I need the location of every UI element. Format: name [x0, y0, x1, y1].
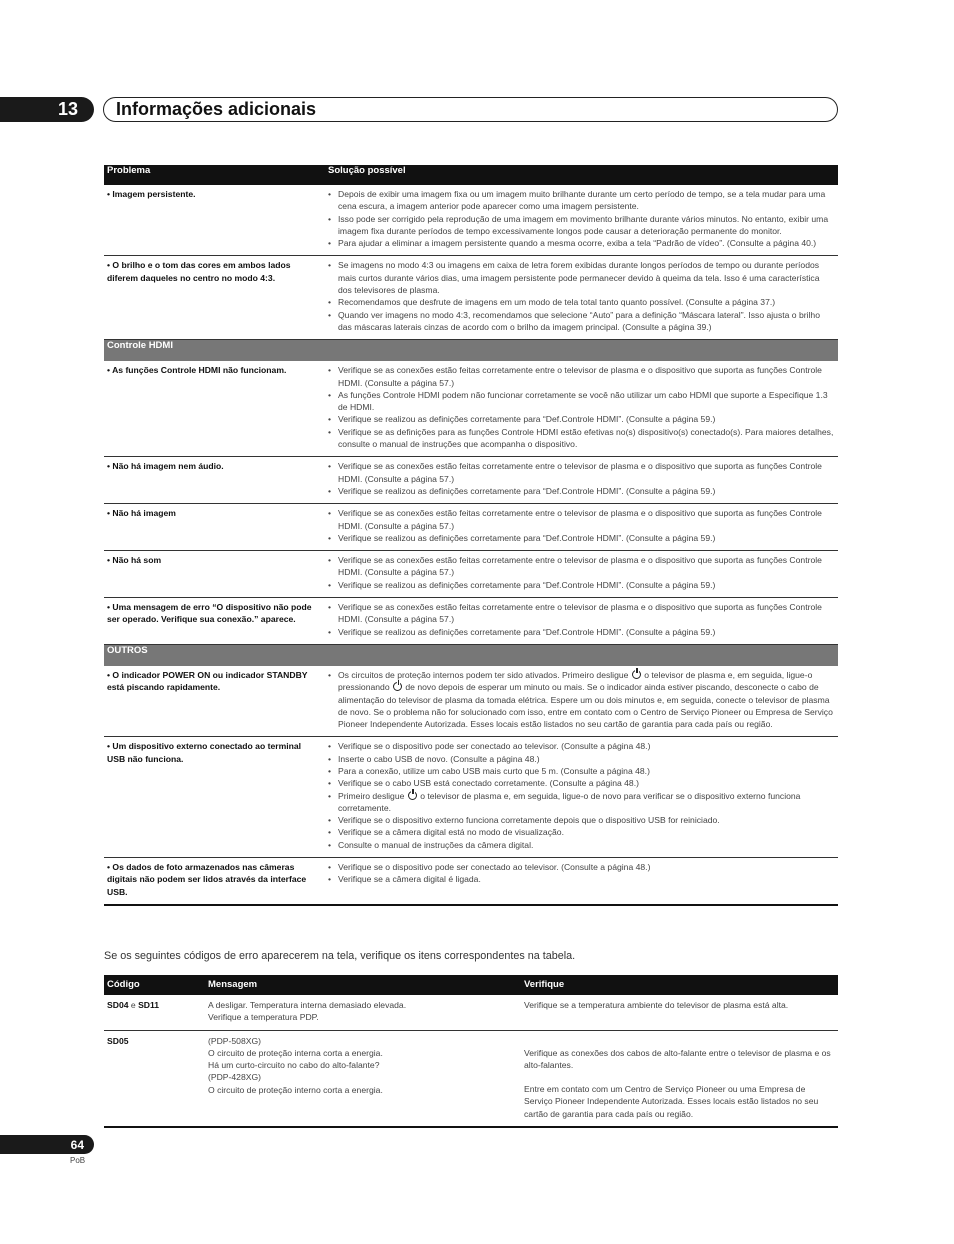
- table-row: [104, 256, 838, 340]
- chapter-number: 13: [0, 97, 94, 122]
- table-row: [104, 598, 838, 645]
- solution-item: [328, 669, 835, 730]
- error-codes-table: [104, 975, 838, 1128]
- table-row: [104, 1030, 838, 1127]
- power-icon: [408, 791, 417, 800]
- message-cell: [205, 1030, 521, 1127]
- solution-cell: [325, 504, 838, 551]
- solution-item: • Recomendamos que desfrute de imagens em um modo de tela total tanto quanto possível. (Consulte a página 37.): [328, 296, 835, 308]
- solution-item: • Verifique se as conexões estão feitas corretamente entre o televisor de plasma e o dispositivo que suporta as funções Controle HDMI. (Consulte a página 57.): [328, 601, 835, 626]
- message-line: O circuito de proteção interna corta a energia.: [208, 1047, 383, 1058]
- solution-item: • Depois de exibir uma imagem fixa ou um imagem muito brilhante durante um certo período de tempo, se a tela mudar para uma cena escura, a imagem anterior pode aparecer como uma imagem persistente.: [328, 188, 835, 213]
- problem-cell: • Os dados de foto armazenados nas câmeras digitais não podem ser lidos através da interface USB.: [104, 858, 325, 905]
- section-header-hdmi: [104, 340, 838, 362]
- header-problem: Problema: [104, 165, 325, 185]
- solution-item: • Verifique se o cabo USB está conectado corretamente. (Consulte a página 48.): [328, 777, 835, 789]
- solution-cell: [325, 185, 838, 256]
- solution-item: • Verifique se realizou as definições corretamente para “Def.Controle HDMI”. (Consulte a página 59.): [328, 626, 835, 638]
- error-codes-intro: Se os seguintes códigos de erro aparecerem na tela, verifique os itens correspondentes na tabela.: [104, 950, 576, 962]
- problem-cell: • O indicador POWER ON ou indicador STANDBY está piscando rapidamente.: [104, 666, 325, 737]
- solution-item: [328, 790, 835, 815]
- check-line: Verifique as conexões dos cabos de alto-falante entre o televisor de plasma e os alto-falantes.: [524, 1047, 831, 1070]
- table-row: [104, 666, 838, 737]
- problem-cell: • As funções Controle HDMI não funcionam.: [104, 361, 325, 457]
- solution-item: • Verifique se as definições para as funções Controle HDMI estão efetivas no(s) dispositivo(s) conectado(s). Para maiores detalhes, consulte o manual de instruções que acompanha o dispositivo.: [328, 426, 835, 451]
- solution-cell: [325, 457, 838, 504]
- problem-cell: • Imagem persistente.: [104, 185, 325, 256]
- solution-item: • Isso pode ser corrigido pela reprodução de uma imagem em movimento brilhante durante vários minutos. No entanto, exibir uma imagem fixa durante períodos de tempo excessivamente longos pode causar a deterioração permanente do monitor.: [328, 213, 835, 238]
- solution-item: • Para a conexão, utilize um cabo USB mais curto que 5 m. (Consulte a página 48.): [328, 765, 835, 777]
- problem-cell: • Não há som: [104, 551, 325, 598]
- solution-cell: [325, 551, 838, 598]
- solution-item: • Verifique se realizou as definições corretamente para “Def.Controle HDMI”. (Consulte a página 59.): [328, 485, 835, 497]
- message-cell: [205, 995, 521, 1030]
- solution-item: • Para ajudar a eliminar a imagem persistente quando a mesma ocorre, exiba a tela “Padrão de vídeo”. (Consulte a página 40.): [328, 237, 835, 249]
- solution-item: • Verifique se o dispositivo pode ser conectado ao televisor. (Consulte a página 48.): [328, 861, 835, 873]
- table-row: [104, 858, 838, 905]
- header-message: Mensagem: [205, 975, 521, 995]
- solution-cell: [325, 256, 838, 340]
- message-line: (PDP-428XG): [208, 1072, 262, 1083]
- solution-item: • Inserte o cabo USB de novo. (Consulte a página 48.): [328, 753, 835, 765]
- message-line: Verifique a temperatura PDP.: [208, 1012, 319, 1023]
- solution-item: • Verifique se realizou as definições corretamente para “Def.Controle HDMI”. (Consulte a página 59.): [328, 413, 835, 425]
- solution-item: • Verifique se a câmera digital está no modo de visualização.: [328, 826, 835, 838]
- chapter-title: Informações adicionais: [103, 97, 838, 122]
- table-row: [104, 504, 838, 551]
- table-row: [104, 457, 838, 504]
- power-icon: [393, 682, 402, 691]
- problem-cell: • Não há imagem: [104, 504, 325, 551]
- check-line: Entre em contato com um Centro de Serviço Pioneer ou uma Empresa de Serviço Pioneer Independente Autorizada. Esses locais estão listados no seu cartão de garantia para cada país ou região.: [524, 1084, 819, 1119]
- code-cell: SD05: [104, 1030, 205, 1127]
- page-number: 64: [0, 1135, 94, 1154]
- solution-item: • Verifique se realizou as definições corretamente para “Def.Controle HDMI”. (Consulte a página 59.): [328, 532, 835, 544]
- header-code: Código: [104, 975, 205, 995]
- solution-item: • Verifique se as conexões estão feitas corretamente entre o televisor de plasma e o dispositivo que suporta as funções Controle HDMI. (Consulte a página 57.): [328, 507, 835, 532]
- problem-cell: • Uma mensagem de erro “O dispositivo não pode ser operado. Verifique sua conexão.” aparece.: [104, 598, 325, 645]
- header-check: Verifique: [521, 975, 838, 995]
- solution-text: o televisor de plasma e, em seguida, ligue-o de novo para verificar se o dispositivo externo funciona corretamente.: [338, 790, 801, 813]
- solution-item: • Quando ver imagens no modo 4:3, recomendamos que selecione “Auto” para a definição “Máscara lateral”. Isso ajusta o brilho das máscaras laterais cinzas de acordo com o brilho da imagem principal. (Consulte a página 39.): [328, 309, 835, 334]
- solution-cell: [325, 666, 838, 737]
- header-solution: Solução possível: [325, 165, 838, 185]
- language-code: PoB: [70, 1156, 86, 1165]
- solution-cell: [325, 737, 838, 858]
- solution-item: • Consulte o manual de instruções da câmera digital.: [328, 839, 835, 851]
- check-cell: [521, 1030, 838, 1127]
- solution-item: • Se imagens no modo 4:3 ou imagens em caixa de letra forem exibidas durante longos períodos de tempo ou durante períodos mais curtos durante vários dias, uma imagem persistente pode permanecer devido à queima da tela. Isso é uma característica dos televisores de plasma.: [328, 259, 835, 296]
- solution-item: • Verifique se as conexões estão feitas corretamente entre o televisor de plasma e o dispositivo que suporta as funções Controle HDMI. (Consulte a página 57.): [328, 554, 835, 579]
- solution-cell: [325, 858, 838, 905]
- code-conjunction: e: [130, 1000, 136, 1010]
- solution-text: de novo depois de esperar um minuto ou mais. Se o indicador ainda estiver piscando, desconecte o cabo de alimentação do televisor de plasma da tomada elétrica. Espere um ou dois minutos e, em seguida, conecte o televisor de plasma de novo. Se o problema não for solucionado com isso, entre em contato com o Centro de Serviço Pioneer ou Empresa de Serviço Pioneer Independente Autorizada. Esses locais estão listados no seu cartão de garantia para cada país ou região.: [338, 682, 833, 730]
- table-row: [104, 551, 838, 598]
- check-cell: Verifique se a temperatura ambiente do televisor de plasma está alta.: [521, 995, 838, 1030]
- solution-text: Os circuitos de proteção internos podem ter sido ativados. Primeiro desligue: [338, 669, 629, 680]
- table-row: [104, 995, 838, 1030]
- message-line: (PDP-508XG): [208, 1035, 262, 1046]
- table-row: [104, 361, 838, 457]
- solution-item: • Verifique se a câmera digital é ligada.: [328, 873, 835, 885]
- solution-item: • As funções Controle HDMI podem não funcionar corretamente se você não utilizar um cabo HDMI que suporte a Especifique 1.3 de HDMI.: [328, 389, 835, 414]
- problem-cell: • Não há imagem nem áudio.: [104, 457, 325, 504]
- solution-item: • Verifique se o dispositivo pode ser conectado ao televisor. (Consulte a página 48.): [328, 740, 835, 752]
- solution-text: Primeiro desligue: [338, 790, 405, 801]
- solution-cell: [325, 361, 838, 457]
- code-cell: [104, 995, 205, 1030]
- table-row: [104, 185, 838, 256]
- section-title: OUTROS: [104, 644, 838, 666]
- message-line: A desligar. Temperatura interna demasiado elevada.: [208, 1000, 407, 1010]
- solution-item: • Verifique se o dispositivo externo funciona corretamente depois que o dispositivo USB for reiniciado.: [328, 814, 835, 826]
- solution-item: • Verifique se as conexões estão feitas corretamente entre o televisor de plasma e o dispositivo que suporta as funções Controle HDMI. (Consulte a página 57.): [328, 460, 835, 485]
- table-row: [104, 737, 838, 858]
- solution-text: o televisor de plasma e, em seguida, ligue-o pressionando: [338, 669, 813, 693]
- section-header-outros: [104, 644, 838, 666]
- solution-item: • Verifique se as conexões estão feitas corretamente entre o televisor de plasma e o dispositivo que suporta as funções Controle HDMI. (Consulte a página 57.): [328, 364, 835, 389]
- power-icon: [632, 670, 641, 679]
- table-header-row: [104, 975, 838, 995]
- solution-item: • Verifique se realizou as definições corretamente para “Def.Controle HDMI”. (Consulte a página 59.): [328, 579, 835, 591]
- section-title: Controle HDMI: [104, 340, 838, 362]
- error-code: SD04: [107, 1000, 129, 1010]
- problem-cell: • O brilho e o tom das cores em ambos lados diferem daqueles no centro no modo 4:3.: [104, 256, 325, 340]
- error-code: SD11: [138, 1000, 160, 1010]
- solution-cell: [325, 598, 838, 645]
- troubleshooting-table: [104, 165, 838, 906]
- table-header-row: [104, 165, 838, 185]
- problem-cell: • Um dispositivo externo conectado ao terminal USB não funciona.: [104, 737, 325, 858]
- message-line: Há um curto-circuito no cabo do alto-falante?: [208, 1060, 380, 1071]
- message-line: O circuito de proteção interno corta a energia.: [208, 1084, 383, 1095]
